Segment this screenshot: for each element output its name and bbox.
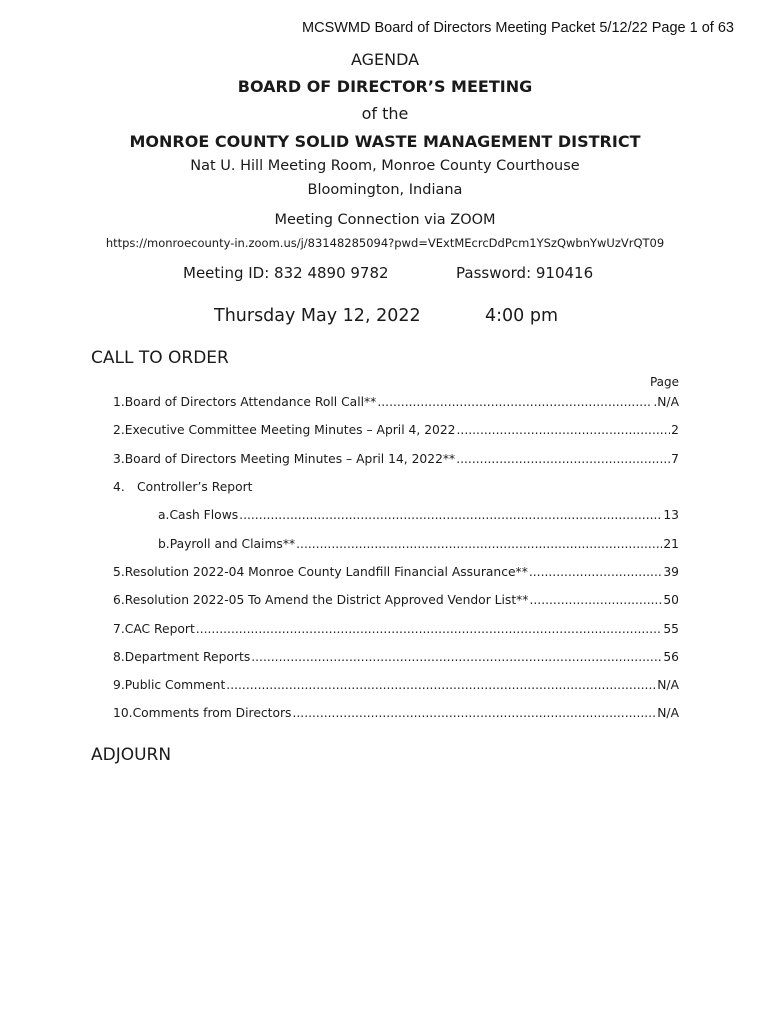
item-page: 56: [663, 650, 679, 664]
item-label: CAC Report: [124, 622, 195, 636]
leader-dots: [529, 593, 662, 607]
agenda-item: [113, 593, 679, 611]
meeting-time: 4:00 pm: [485, 306, 559, 326]
item-number: 5.: [113, 565, 125, 579]
leader-dots: [292, 706, 656, 720]
meeting-date: Thursday May 12, 2022: [214, 306, 421, 326]
item-label: Comments from Directors: [132, 706, 292, 720]
item-label: Cash Flows: [169, 508, 239, 522]
meeting-title: BOARD OF DIRECTOR’S MEETING: [237, 77, 533, 96]
zoom-link[interactable]: https://monroecounty-in.zoom.us/j/83148285094?pwd=VExtMEcrcDdPcm1YSzQwbnYwUzVrQT09: [105, 236, 665, 250]
leader-dots: [457, 423, 671, 437]
item-page: .N/A: [653, 395, 679, 409]
item-page: 55: [663, 622, 679, 636]
agenda-subitem: [158, 537, 679, 555]
subitem-letter: a.: [158, 508, 170, 522]
item-number: 3.: [113, 452, 125, 466]
item-page: 50: [663, 593, 679, 607]
leader-dots: [239, 508, 662, 522]
item-page: 7: [671, 452, 679, 466]
page-column-header: Page: [649, 375, 679, 389]
item-label: Executive Committee Meeting Minutes – April 4, 2022: [124, 423, 456, 437]
item-page: N/A: [657, 678, 679, 692]
agenda-subitem: [158, 508, 679, 526]
agenda-heading: AGENDA: [350, 50, 420, 69]
item-label: Board of Directors Meeting Minutes – April 14, 2022**: [124, 452, 456, 466]
item-page: 13: [663, 508, 679, 522]
venue-line: Nat U. Hill Meeting Room, Monroe County Courthouse: [190, 158, 580, 174]
item-label: Resolution 2022-05 To Amend the District Approved Vendor List**: [124, 593, 529, 607]
leader-dots: [226, 678, 656, 692]
item-page: 21: [663, 537, 679, 551]
item-label: Department Reports: [124, 650, 251, 664]
meeting-id: Meeting ID: 832 4890 9782: [183, 264, 389, 282]
city-line: Bloomington, Indiana: [307, 182, 463, 198]
item-page: 2: [671, 423, 679, 437]
leader-dots: [377, 395, 652, 409]
of-the-line: of the: [361, 104, 409, 123]
agenda-item: [113, 622, 679, 640]
meeting-password: Password: 910416: [456, 264, 594, 282]
adjourn-heading: ADJOURN: [91, 745, 172, 765]
item-number: 2.: [113, 423, 125, 437]
item-label: Controller’s Report: [137, 480, 253, 494]
item-page: N/A: [657, 706, 679, 720]
leader-dots: [456, 452, 670, 466]
item-number: 1.: [113, 395, 125, 409]
leader-dots: [196, 622, 663, 636]
item-number: 4.: [113, 480, 125, 494]
agenda-item: [113, 480, 679, 498]
agenda-item: [113, 395, 679, 413]
agenda-item: [113, 706, 679, 724]
leader-dots: [529, 565, 662, 579]
agenda-item: [113, 423, 679, 441]
agenda-item: [113, 452, 679, 470]
connection-heading: Meeting Connection via ZOOM: [274, 212, 496, 228]
item-page: 39: [663, 565, 679, 579]
subitem-letter: b.: [158, 537, 170, 551]
organization-name: MONROE COUNTY SOLID WASTE MANAGEMENT DISTRICT: [129, 132, 641, 151]
item-label: Board of Directors Attendance Roll Call**: [124, 395, 377, 409]
leader-dots: [251, 650, 662, 664]
call-to-order-heading: CALL TO ORDER: [91, 348, 229, 368]
agenda-item: [113, 565, 679, 583]
item-number: 8.: [113, 650, 125, 664]
item-number: 7.: [113, 622, 125, 636]
item-number: 6.: [113, 593, 125, 607]
leader-dots: [296, 537, 662, 551]
item-label: Resolution 2022-04 Monroe County Landfill Financial Assurance**: [124, 565, 528, 579]
item-number: 10.: [113, 706, 133, 720]
running-header: MCSWMD Board of Directors Meeting Packet 5/12/22 Page 1 of 63: [302, 20, 734, 36]
item-label: Payroll and Claims**: [169, 537, 296, 551]
agenda-item: [113, 650, 679, 668]
agenda-item: [113, 678, 679, 696]
item-number: 9.: [113, 678, 125, 692]
item-label: Public Comment: [124, 678, 226, 692]
